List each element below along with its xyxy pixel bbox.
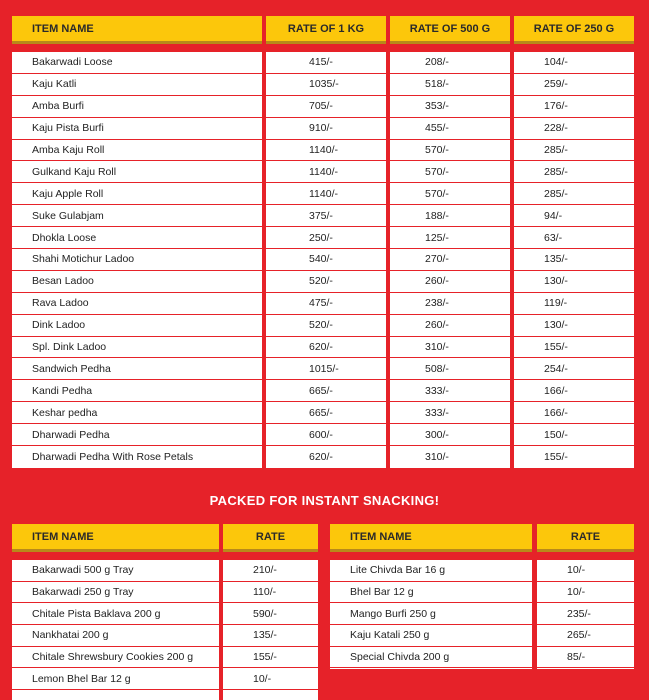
t1-rate-500g-cell: 353/- [390, 96, 510, 118]
t1-item-name-cell: Kaju Apple Roll [12, 183, 262, 205]
t1-rate-500g-cell: 508/- [390, 358, 510, 380]
t1-rate-250g-cell: 63/- [514, 227, 634, 249]
t2-column-item-names [12, 560, 219, 700]
t1-rate-500g-cell: 570/- [390, 140, 510, 162]
t3-item-name-cell: Special Chivda 200 g [330, 647, 532, 669]
t1-rate-1kg-cell: 520/- [266, 315, 386, 337]
t3-header-rate: RATE [537, 524, 634, 552]
t1-rate-250g-cell: 155/- [544, 450, 568, 463]
t3-item-name-cell: Kaju Katali 250 g [330, 625, 532, 647]
t3-item-name-cell: Bhel Bar 12 g [330, 582, 532, 604]
t1-item-name-cell: Keshar pedha [12, 402, 262, 424]
t2-rate-cell: 210/- [223, 560, 318, 582]
t1-item-name-cell: Kandi Pedha [12, 380, 262, 402]
t1-rate-250g-cell: 166/- [514, 380, 634, 402]
t1-rate-1kg-cell: 250/- [266, 227, 386, 249]
t2-rate-cell: 10/- [223, 668, 318, 690]
t1-rate-250g-cell: 254/- [514, 358, 634, 380]
section-title: PACKED FOR INSTANT SNACKING! [209, 493, 440, 508]
t1-rate-500g-cell: 300/- [390, 424, 510, 446]
t2-rate-cell: 590/- [223, 603, 318, 625]
t2-header-rate: RATE [223, 524, 318, 552]
t3-rate-cell: 235/- [537, 603, 634, 625]
t1-item-name-cell: Sandwich Pedha [12, 358, 262, 380]
t3-rate-cell: 10/- [537, 560, 634, 582]
t1-item-name-cell: Kaju Pista Burfi [12, 118, 262, 140]
t3-rate-cell: 265/- [537, 625, 634, 647]
t1-rate-500g-cell: 333/- [390, 402, 510, 424]
t1-rate-250g-cell: 155/- [514, 337, 634, 359]
t1-rate-250g-cell: 259/- [514, 74, 634, 96]
t1-rate-250g-cell: 135/- [514, 249, 634, 271]
t1-item-name-cell: Amba Burfi [12, 96, 262, 118]
t1-rate-1kg-cell: 665/- [266, 380, 386, 402]
t1-item-name-cell: Besan Ladoo [12, 271, 262, 293]
t2-item-name-cell: Nankhatai 200 g [12, 625, 219, 647]
t3-rate-cell: 10/- [537, 582, 634, 604]
t1-header-item-name: ITEM NAME [12, 16, 262, 44]
t1-rate-250g-cell: 130/- [514, 315, 634, 337]
t1-rate-500g-cell: 188/- [390, 205, 510, 227]
t1-item-name-cell: Dhokla Loose [12, 227, 262, 249]
t1-rate-500g-cell: 310/- [390, 337, 510, 359]
t1-rate-1kg-cell: 600/- [266, 424, 386, 446]
t1-rate-500g-cell: 333/- [390, 380, 510, 402]
t3-header-item-name: ITEM NAME [330, 524, 532, 552]
t1-rate-1kg-cell: 705/- [266, 96, 386, 118]
t1-header-rate-500g: RATE OF 500 G [390, 16, 510, 44]
t1-header-rate-1kg: RATE OF 1 KG [266, 16, 386, 44]
t2-rate-cell: 135/- [223, 625, 318, 647]
t1-item-name-cell: Dharwadi Pedha [12, 424, 262, 446]
t1-item-name-cell: Gulkand Kaju Roll [12, 161, 262, 183]
t1-rate-500g-cell: 570/- [390, 183, 510, 205]
t2-rate-cell: 110/- [223, 582, 318, 604]
t1-rate-500g-cell: 208/- [390, 52, 510, 74]
t3-column-rates [537, 560, 634, 669]
t1-item-name-cell: Bakarwadi Loose [12, 52, 262, 74]
t1-item-name-cell: Spl. Dink Ladoo [12, 337, 262, 359]
t1-item-name-cell: Kaju Katli [12, 74, 262, 96]
t1-rate-1kg-cell: 415/- [266, 52, 386, 74]
t1-item-name-cell: Dharwadi Pedha With Rose Petals [32, 450, 194, 463]
t1-rate-500g-cell: 518/- [390, 74, 510, 96]
t1-rate-1kg-cell: 1140/- [266, 161, 386, 183]
t3-item-name-cell: Lite Chivda Bar 16 g [330, 560, 532, 582]
t3-item-name-cell: Mango Burfi 250 g [330, 603, 532, 625]
t1-column-item-names [12, 52, 262, 468]
t1-rate-500g-cell: 238/- [390, 293, 510, 315]
t1-item-name-cell: Shahi Motichur Ladoo [12, 249, 262, 271]
t1-rate-1kg-cell: 1035/- [266, 74, 386, 96]
t2-item-name-cell: Bakarwadi 500 g Tray [12, 560, 219, 582]
t1-header-rate-250g: RATE OF 250 G [514, 16, 634, 44]
t2-header-item-name: ITEM NAME [12, 524, 219, 552]
t1-item-name-cell: Rava Ladoo [12, 293, 262, 315]
t1-rate-1kg-cell: 375/- [266, 205, 386, 227]
t2-rate-cell: 155/- [223, 647, 318, 669]
t1-rate-1kg-cell: 540/- [266, 249, 386, 271]
t1-column-rate-250g [514, 52, 634, 468]
t1-rate-1kg-cell: 475/- [266, 293, 386, 315]
t2-item-name-cell: Chitale Pista Baklava 200 g [12, 603, 219, 625]
t1-rate-1kg-cell: 620/- [309, 450, 333, 463]
t1-rate-1kg-cell: 910/- [266, 118, 386, 140]
t1-rate-250g-cell: 130/- [514, 271, 634, 293]
t1-rate-500g-cell: 270/- [390, 249, 510, 271]
t1-rate-500g-cell: 260/- [390, 271, 510, 293]
t1-rate-1kg-cell: 520/- [266, 271, 386, 293]
t1-rate-1kg-cell: 1140/- [266, 183, 386, 205]
t3-rate-cell: 85/- [537, 647, 634, 669]
t2-item-name-cell: Lemon Bhel Bar 12 g [12, 668, 219, 690]
t1-column-rate-1kg [266, 52, 386, 468]
t1-item-name-cell: Suke Gulabjam [12, 205, 262, 227]
t1-rate-250g-cell: 104/- [514, 52, 634, 74]
t1-rate-250g-cell: 166/- [514, 402, 634, 424]
t1-rate-1kg-cell: 665/- [266, 402, 386, 424]
t1-rate-1kg-cell: 1015/- [266, 358, 386, 380]
t1-rate-500g-cell: 125/- [390, 227, 510, 249]
t1-rate-500g-cell: 260/- [390, 315, 510, 337]
t2-column-rates [223, 560, 318, 700]
t3-column-item-names [330, 560, 532, 669]
t1-rate-500g-cell: 570/- [390, 161, 510, 183]
t1-rate-250g-cell: 150/- [514, 424, 634, 446]
t1-rate-500g-cell: 455/- [390, 118, 510, 140]
t2-item-name-cell: Bakarwadi 250 g Tray [12, 582, 219, 604]
t2-item-name-cell: Chitale Shrewsbury Cookies 200 g [12, 647, 219, 669]
t1-rate-500g-cell: 310/- [425, 450, 449, 463]
t1-item-name-cell: Dink Ladoo [12, 315, 262, 337]
t1-column-rate-500g [390, 52, 510, 468]
t1-rate-250g-cell: 228/- [514, 118, 634, 140]
t1-rate-250g-cell: 119/- [514, 293, 634, 315]
t1-rate-250g-cell: 285/- [514, 161, 634, 183]
t1-item-name-cell: Amba Kaju Roll [12, 140, 262, 162]
t1-rate-1kg-cell: 1140/- [266, 140, 386, 162]
t1-rate-250g-cell: 285/- [514, 140, 634, 162]
t1-rate-250g-cell: 94/- [514, 205, 634, 227]
t1-rate-1kg-cell: 620/- [266, 337, 386, 359]
t1-rate-250g-cell: 285/- [514, 183, 634, 205]
t1-rate-250g-cell: 176/- [514, 96, 634, 118]
